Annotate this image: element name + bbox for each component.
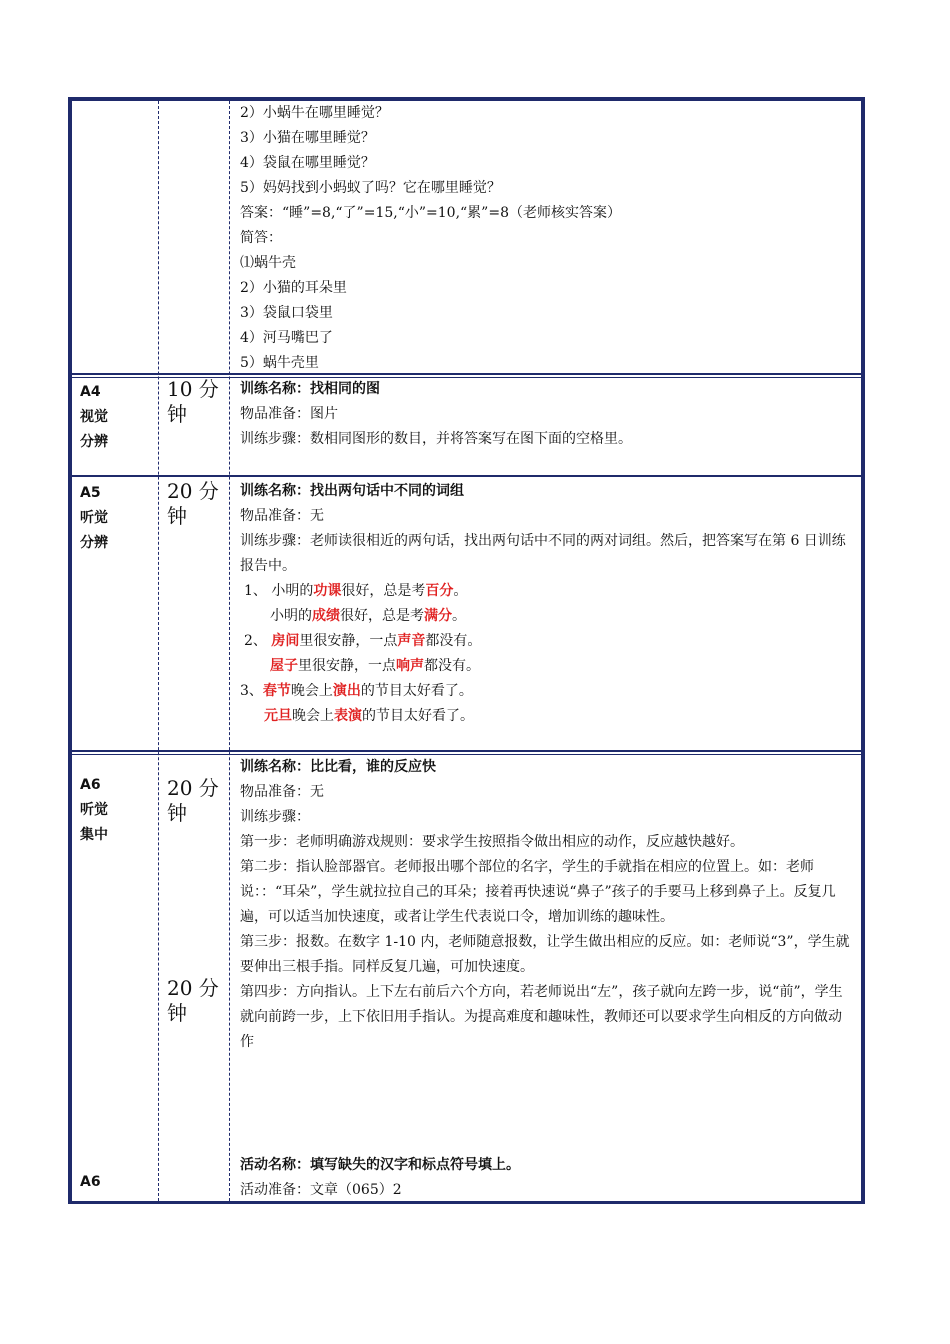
row-a5-content <box>240 479 855 729</box>
time-value: 20 分 <box>167 479 219 503</box>
sentence-text: 很好，总是考 <box>341 583 426 599</box>
sentence-text: 都没有。 <box>425 633 482 649</box>
activity-items: 活动准备：文章（065）2 <box>240 1182 402 1198</box>
column-divider-1 <box>158 101 159 1201</box>
text-line: 2）小猫的耳朵里 <box>240 280 347 296</box>
row-a6b-content <box>240 1153 855 1203</box>
row-a6-content <box>240 755 855 1055</box>
row-category: 分辨 <box>80 434 108 450</box>
highlight-word: 演出 <box>332 683 361 699</box>
sentence-text: 的节目太好看了。 <box>360 683 473 699</box>
step-2: 第二步：指认脸部器官。老师报出哪个部位的名字，学生的手就指在相应的位置上。如：老师说：：“耳朵”，学生就拉拉自己的耳朵；接着再快速说“鼻子”孩子的手要马上移到鼻子上。反复几遍，可以适当加快速度，或者让学生代表说口令，增加训练的趣味性。 <box>240 859 836 925</box>
sentence-pair-1b <box>240 604 855 629</box>
sentence-text: 里很安静，一点 <box>299 633 398 649</box>
sentence-text: 。 <box>452 608 466 624</box>
text-line: 5）妈妈找到小蚂蚁了吗？它在哪里睡觉？ <box>240 180 501 196</box>
row-category: 听觉 <box>80 510 108 526</box>
row-a6-time-2 <box>167 976 227 1026</box>
row-a4-time <box>167 377 227 427</box>
row-a6-time <box>167 776 227 826</box>
row-code: A6 <box>80 1174 101 1190</box>
highlight-word: 满分 <box>424 608 452 624</box>
text-line: 4）河马嘴巴了 <box>240 330 333 346</box>
text-line: 4）袋鼠在哪里睡觉？ <box>240 155 375 171</box>
sentence-text: 很好，总是考 <box>340 608 424 624</box>
sentence-pair-2a <box>240 629 855 654</box>
time-value: 20 分 <box>167 976 219 1000</box>
highlight-word: 房间 <box>271 633 300 649</box>
sentence-text: 3、 <box>240 683 263 699</box>
highlight-word: 声音 <box>397 633 426 649</box>
step-4: 第四步：方向指认。上下左右前后六个方向，若老师说出“左”，孩子就向左跨一步，说“前”，学生就向前跨一步，上下依旧用手指认。为提高难度和趣味性，教师还可以要求学生向相反的方向做动作 <box>240 984 843 1050</box>
sentence-text: 晚会上 <box>290 683 333 699</box>
time-value: 20 分 <box>167 776 219 800</box>
highlight-word: 百分 <box>425 583 454 599</box>
sentence-text: 里很安静，一点 <box>298 658 396 674</box>
row-code: A4 <box>80 384 101 400</box>
time-unit: 钟 <box>167 402 187 426</box>
row-a5-time <box>167 479 227 529</box>
time-unit: 钟 <box>167 504 187 528</box>
column-divider-2 <box>229 101 230 1201</box>
training-title: 训练名称：找出两句话中不同的词组 <box>240 483 464 499</box>
answer-line: 答案：“睡”=8,“了”=15,“小”=10,“累”=8（老师核实答案） <box>240 205 621 221</box>
highlight-word: 元旦 <box>264 708 292 724</box>
training-items: 物品准备：图片 <box>240 406 338 422</box>
training-title: 训练名称：找相同的图 <box>240 381 380 397</box>
training-steps: 训练步骤：老师读很相近的两句话，找出两句话中不同的两对词组。然后，把答案写在第 6 日训练报告中。 <box>240 533 846 574</box>
sentence-pair-3a <box>240 679 855 704</box>
sentence-text: 小明的 <box>270 608 312 624</box>
row-a6b-label <box>80 1170 101 1195</box>
sentence-pair-1a <box>240 579 855 604</box>
sentence-pair-2b <box>240 654 855 679</box>
highlight-word: 成绩 <box>312 608 340 624</box>
sentence-text: 。 <box>453 583 468 599</box>
row-a6-label <box>80 773 108 848</box>
text-line: 3）小猫在哪里睡觉？ <box>240 130 375 146</box>
row-divider <box>72 475 861 477</box>
text-line: 3）袋鼠口袋里 <box>240 305 333 321</box>
step-3: 第三步：报数。在数字 1-10 内，老师随意报数，让学生做出相应的反应。如：老师说“3”，学生就要伸出三根手指。同样反复几遍，可加快速度。 <box>240 934 850 975</box>
highlight-word: 响声 <box>396 658 424 674</box>
sentence-text: 都没有。 <box>424 658 480 674</box>
row-code: A6 <box>80 777 101 793</box>
row-code: A5 <box>80 485 101 501</box>
row-a4-content <box>240 377 855 452</box>
time-value: 10 分 <box>167 377 219 401</box>
row-category: 分辨 <box>80 535 108 551</box>
row-category: 听觉 <box>80 802 108 818</box>
continuation-block <box>240 101 855 376</box>
step-1: 第一步：老师明确游戏规则：要求学生按照指令做出相应的动作，反应越快越好。 <box>240 834 744 850</box>
row-category: 集中 <box>80 827 108 843</box>
highlight-word: 表演 <box>334 708 362 724</box>
text-line: 简答： <box>240 230 282 246</box>
training-steps-label: 训练步骤： <box>240 809 310 825</box>
highlight-word: 屋子 <box>270 658 298 674</box>
row-a4-label <box>80 380 108 455</box>
sentence-pair-3b <box>240 704 855 729</box>
row-category: 视觉 <box>80 409 108 425</box>
row-a5-label <box>80 481 108 556</box>
training-steps: 训练步骤：数相同图形的数目，并将答案写在图下面的空格里。 <box>240 431 632 447</box>
training-items: 物品准备：无 <box>240 508 324 524</box>
sentence-text: 1、 小明的 <box>244 583 314 599</box>
highlight-word: 功课 <box>313 583 342 599</box>
text-line: 2）小蜗牛在哪里睡觉？ <box>240 105 389 121</box>
activity-title: 活动名称：填写缺失的汉字和标点符号填上。 <box>240 1157 520 1173</box>
highlight-word: 春节 <box>262 683 291 699</box>
text-line: 5）蜗牛壳里 <box>240 355 319 371</box>
time-unit: 钟 <box>167 801 187 825</box>
training-title: 训练名称：比比看，谁的反应快 <box>240 759 436 775</box>
sentence-text: 2、 <box>244 633 272 649</box>
text-line: ⑴蜗牛壳 <box>240 255 296 271</box>
sentence-text: 的节目太好看了。 <box>362 708 474 724</box>
sentence-text: 晚会上 <box>292 708 334 724</box>
time-unit: 钟 <box>167 1001 187 1025</box>
training-items: 物品准备：无 <box>240 784 324 800</box>
